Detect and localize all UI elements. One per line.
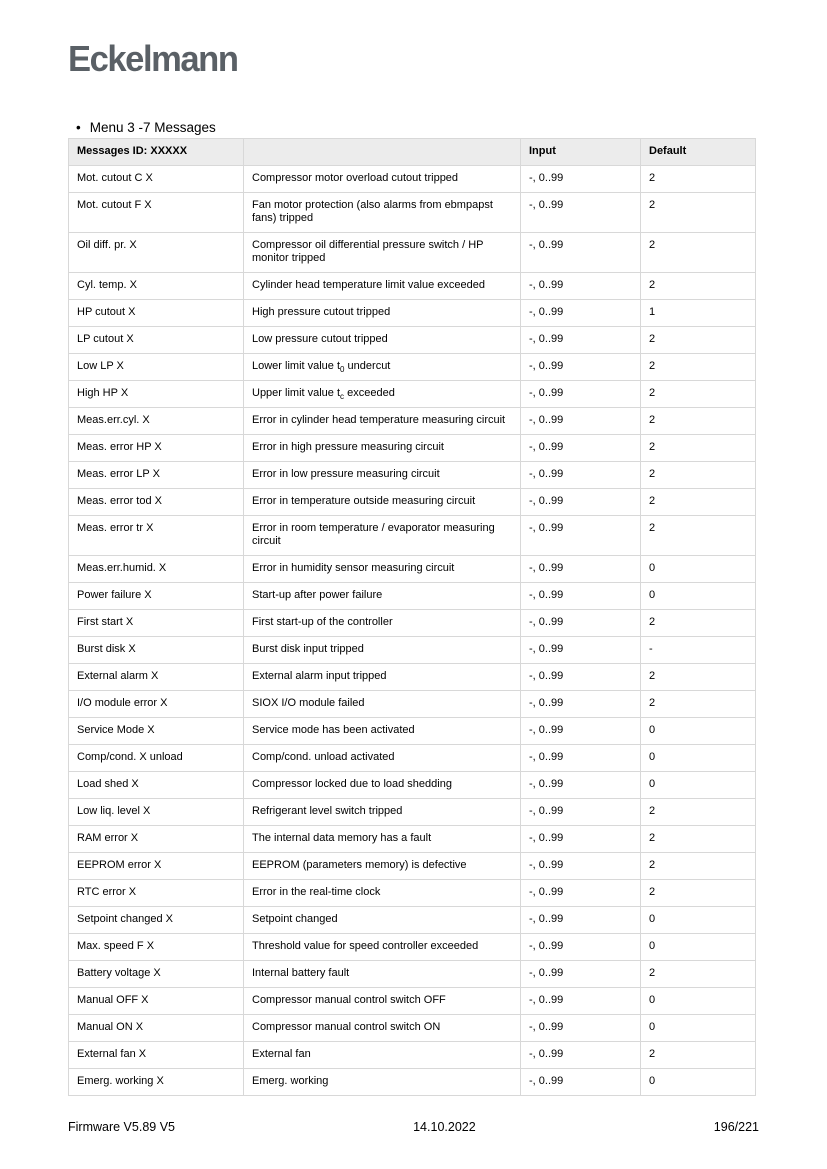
cell-description: Compressor manual control switch ON	[244, 1015, 521, 1042]
eckelmann-logo: Eckelmann	[68, 38, 238, 79]
cell-default: 0	[641, 934, 756, 961]
cell-message-id: Meas. error tod X	[69, 489, 244, 516]
footer-firmware-version: Firmware V5.89 V5	[68, 1120, 175, 1134]
cell-message-id: External fan X	[69, 1042, 244, 1069]
cell-message-id: Power failure X	[69, 583, 244, 610]
cell-default: 2	[641, 799, 756, 826]
cell-description: Setpoint changed	[244, 907, 521, 934]
messages-table	[68, 138, 756, 1096]
cell-default: 0	[641, 556, 756, 583]
cell-description: External fan	[244, 1042, 521, 1069]
cell-message-id: Low LP X	[69, 354, 244, 381]
cell-description: Compressor manual control switch OFF	[244, 988, 521, 1015]
cell-message-id: Meas.err.cyl. X	[69, 408, 244, 435]
cell-description: First start-up of the controller	[244, 610, 521, 637]
cell-description: Upper limit value $t_c$ exceeded	[244, 381, 521, 408]
cell-default: 2	[641, 826, 756, 853]
cell-default: 2	[641, 166, 756, 193]
cell-description: Cylinder head temperature limit value exceeded	[244, 273, 521, 300]
cell-default: 2	[641, 880, 756, 907]
footer-page-number: 196/221	[713, 1120, 759, 1134]
cell-input: -, 0..99	[521, 637, 641, 664]
cell-input: -, 0..99	[521, 718, 641, 745]
table-row	[69, 1015, 756, 1042]
cell-input: -, 0..99	[521, 516, 641, 556]
cell-message-id: External alarm X	[69, 664, 244, 691]
table-row	[69, 583, 756, 610]
cell-input: -, 0..99	[521, 193, 641, 233]
cell-description: Low pressure cutout tripped	[244, 327, 521, 354]
cell-input: -, 0..99	[521, 799, 641, 826]
cell-message-id: Comp/cond. X unload	[69, 745, 244, 772]
cell-message-id: Low liq. level X	[69, 799, 244, 826]
bullet-marker: •	[76, 120, 81, 135]
cell-default: 2	[641, 516, 756, 556]
cell-message-id: Mot. cutout C X	[69, 166, 244, 193]
cell-default: 2	[641, 273, 756, 300]
cell-description: Error in cylinder head temperature measuring circuit	[244, 408, 521, 435]
cell-default: 2	[641, 853, 756, 880]
cell-input: -, 0..99	[521, 988, 641, 1015]
cell-input: -, 0..99	[521, 166, 641, 193]
cell-input: -, 0..99	[521, 907, 641, 934]
cell-message-id: Mot. cutout F X	[69, 193, 244, 233]
cell-message-id: Burst disk X	[69, 637, 244, 664]
cell-message-id: HP cutout X	[69, 300, 244, 327]
cell-message-id: Meas. error LP X	[69, 462, 244, 489]
cell-message-id: Max. speed F X	[69, 934, 244, 961]
cell-description: Error in high pressure measuring circuit	[244, 435, 521, 462]
cell-description: External alarm input tripped	[244, 664, 521, 691]
cell-input: -, 0..99	[521, 1069, 641, 1096]
table-row	[69, 327, 756, 354]
cell-input: -, 0..99	[521, 435, 641, 462]
table-row	[69, 988, 756, 1015]
cell-description: Burst disk input tripped	[244, 637, 521, 664]
cell-message-id: Manual ON X	[69, 1015, 244, 1042]
cell-message-id: Emerg. working X	[69, 1069, 244, 1096]
cell-input: -, 0..99	[521, 381, 641, 408]
cell-description: Refrigerant level switch tripped	[244, 799, 521, 826]
table-row	[69, 381, 756, 408]
cell-message-id: RTC error X	[69, 880, 244, 907]
cell-message-id: Meas. error tr X	[69, 516, 244, 556]
table-row	[69, 556, 756, 583]
table-row	[69, 772, 756, 799]
cell-default: 2	[641, 1042, 756, 1069]
cell-message-id: Meas. error HP X	[69, 435, 244, 462]
header-messages-id: Messages ID: XXXXX	[69, 139, 244, 166]
cell-input: -, 0..99	[521, 664, 641, 691]
cell-default: 0	[641, 1015, 756, 1042]
cell-input: -, 0..99	[521, 273, 641, 300]
table-row	[69, 300, 756, 327]
table-row	[69, 718, 756, 745]
cell-input: -, 0..99	[521, 880, 641, 907]
page-footer	[68, 1120, 759, 1134]
cell-input: -, 0..99	[521, 934, 641, 961]
cell-input: -, 0..99	[521, 853, 641, 880]
cell-description: Error in temperature outside measuring circuit	[244, 489, 521, 516]
cell-default: 2	[641, 408, 756, 435]
table-row	[69, 934, 756, 961]
cell-description: Service mode has been activated	[244, 718, 521, 745]
cell-default: 0	[641, 772, 756, 799]
table-row	[69, 826, 756, 853]
table-row	[69, 1069, 756, 1096]
cell-input: -, 0..99	[521, 691, 641, 718]
table-row	[69, 664, 756, 691]
table-row	[69, 193, 756, 233]
cell-input: -, 0..99	[521, 772, 641, 799]
cell-description: Internal battery fault	[244, 961, 521, 988]
cell-message-id: Battery voltage X	[69, 961, 244, 988]
table-row	[69, 799, 756, 826]
header-description	[244, 139, 521, 166]
cell-input: -, 0..99	[521, 408, 641, 435]
cell-input: -, 0..99	[521, 327, 641, 354]
table-row	[69, 1042, 756, 1069]
menu-heading	[76, 120, 216, 135]
cell-message-id: Manual OFF X	[69, 988, 244, 1015]
cell-message-id: I/O module error X	[69, 691, 244, 718]
table-row	[69, 435, 756, 462]
cell-message-id: Service Mode X	[69, 718, 244, 745]
cell-message-id: High HP X	[69, 381, 244, 408]
cell-default: 0	[641, 907, 756, 934]
cell-default: 0	[641, 988, 756, 1015]
cell-default: 0	[641, 583, 756, 610]
cell-input: -, 0..99	[521, 745, 641, 772]
cell-input: -, 0..99	[521, 233, 641, 273]
cell-default: 2	[641, 664, 756, 691]
cell-input: -, 0..99	[521, 556, 641, 583]
table-row	[69, 961, 756, 988]
cell-description: Comp/cond. unload activated	[244, 745, 521, 772]
cell-input: -, 0..99	[521, 1042, 641, 1069]
cell-message-id: RAM error X	[69, 826, 244, 853]
table-row	[69, 691, 756, 718]
cell-input: -, 0..99	[521, 489, 641, 516]
cell-default: 0	[641, 718, 756, 745]
cell-default: -	[641, 637, 756, 664]
cell-input: -, 0..99	[521, 610, 641, 637]
table-body	[69, 166, 756, 1096]
cell-description: The internal data memory has a fault	[244, 826, 521, 853]
cell-message-id: Load shed X	[69, 772, 244, 799]
cell-default: 2	[641, 354, 756, 381]
cell-input: -, 0..99	[521, 354, 641, 381]
table-row	[69, 516, 756, 556]
cell-message-id: Cyl. temp. X	[69, 273, 244, 300]
cell-default: 2	[641, 193, 756, 233]
table-row	[69, 907, 756, 934]
cell-description: High pressure cutout tripped	[244, 300, 521, 327]
cell-description: Error in the real-time clock	[244, 880, 521, 907]
cell-description: EEPROM (parameters memory) is defective	[244, 853, 521, 880]
cell-default: 2	[641, 233, 756, 273]
cell-description: Error in low pressure measuring circuit	[244, 462, 521, 489]
footer-date: 14.10.2022	[413, 1120, 476, 1134]
table-row	[69, 408, 756, 435]
cell-message-id: Meas.err.humid. X	[69, 556, 244, 583]
table-row	[69, 880, 756, 907]
header-default: Default	[641, 139, 756, 166]
cell-input: -, 0..99	[521, 462, 641, 489]
cell-message-id: Oil diff. pr. X	[69, 233, 244, 273]
table-row	[69, 233, 756, 273]
table-row	[69, 853, 756, 880]
table-row	[69, 462, 756, 489]
cell-input: -, 0..99	[521, 961, 641, 988]
table-row	[69, 610, 756, 637]
cell-message-id: LP cutout X	[69, 327, 244, 354]
cell-default: 0	[641, 745, 756, 772]
cell-default: 1	[641, 300, 756, 327]
cell-default: 2	[641, 961, 756, 988]
cell-description: Fan motor protection (also alarms from ebmpapst fans) tripped	[244, 193, 521, 233]
cell-description: Threshold value for speed controller exceeded	[244, 934, 521, 961]
cell-description: Lower limit value $t_0$ undercut	[244, 354, 521, 381]
cell-default: 2	[641, 462, 756, 489]
table-row	[69, 273, 756, 300]
cell-description: Start-up after power failure	[244, 583, 521, 610]
menu-heading-text: Menu 3 -7 Messages	[89, 120, 216, 135]
cell-description: Emerg. working	[244, 1069, 521, 1096]
table-header-row	[69, 139, 756, 166]
cell-description: SIOX I/O module failed	[244, 691, 521, 718]
cell-message-id: First start X	[69, 610, 244, 637]
cell-input: -, 0..99	[521, 300, 641, 327]
cell-default: 2	[641, 435, 756, 462]
table-row	[69, 489, 756, 516]
cell-message-id: EEPROM error X	[69, 853, 244, 880]
cell-description: Compressor oil differential pressure switch / HP monitor tripped	[244, 233, 521, 273]
cell-default: 2	[641, 489, 756, 516]
cell-description: Compressor motor overload cutout tripped	[244, 166, 521, 193]
header-input: Input	[521, 139, 641, 166]
cell-description: Error in room temperature / evaporator measuring circuit	[244, 516, 521, 556]
cell-default: 2	[641, 610, 756, 637]
table-row	[69, 637, 756, 664]
cell-default: 2	[641, 381, 756, 408]
cell-input: -, 0..99	[521, 1015, 641, 1042]
cell-input: -, 0..99	[521, 583, 641, 610]
table-row	[69, 354, 756, 381]
cell-default: 2	[641, 327, 756, 354]
cell-default: 2	[641, 691, 756, 718]
cell-message-id: Setpoint changed X	[69, 907, 244, 934]
cell-description: Error in humidity sensor measuring circuit	[244, 556, 521, 583]
cell-input: -, 0..99	[521, 826, 641, 853]
table-row	[69, 745, 756, 772]
table-row	[69, 166, 756, 193]
cell-description: Compressor locked due to load shedding	[244, 772, 521, 799]
cell-default: 0	[641, 1069, 756, 1096]
